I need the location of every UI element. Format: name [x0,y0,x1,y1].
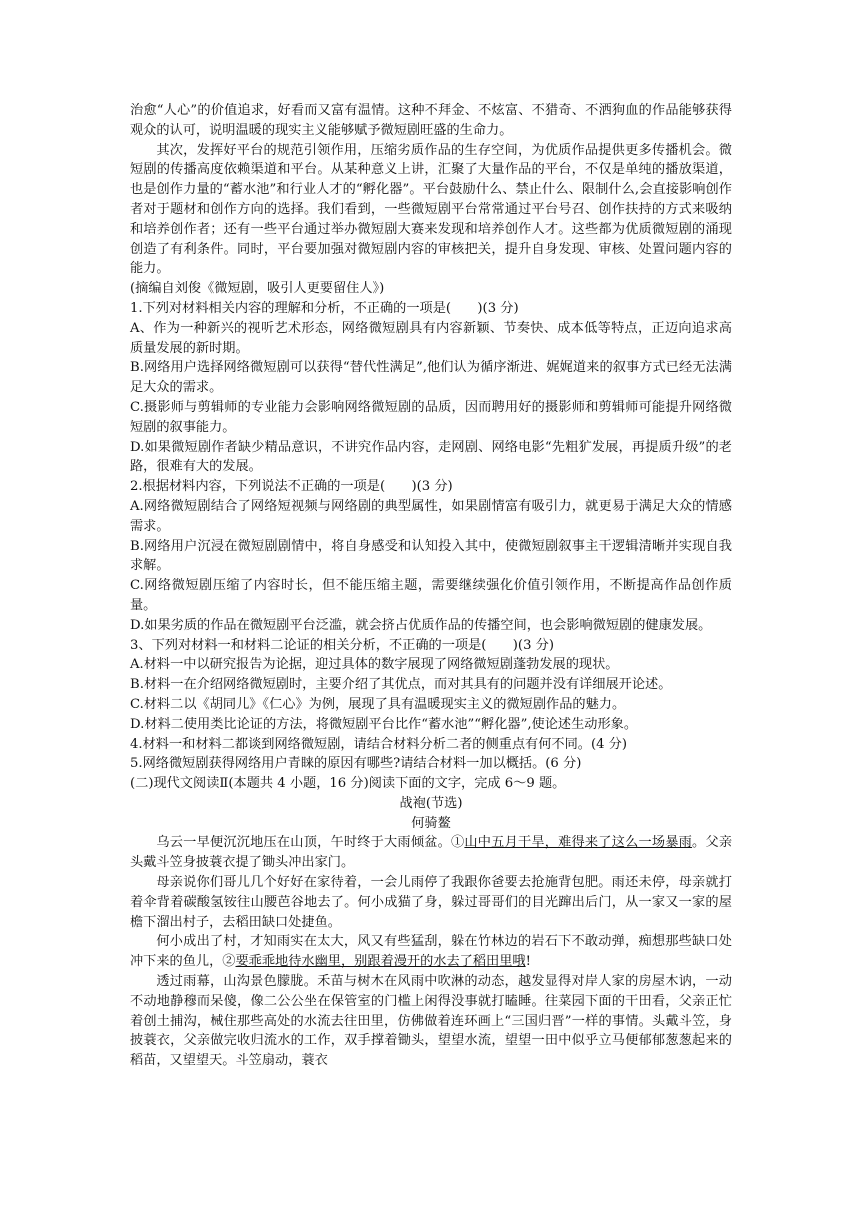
story-paragraph-1 [130,833,732,873]
underlined-sentence-1: 山中五月干旱，难得来了这么一场暴雨 [464,835,693,851]
story-text: 乌云一早便沉沉地压在山顶，午时终于大雨倾盆。① [156,835,465,851]
story-paragraph-2: 母亲说你们哥儿几个好好在家待着，一会儿雨停了我跟你爸要去抢施背包肥。雨还未停，母亲就打着伞背着碳酸氢铵往山腰芭谷地去了。何小成猫了身，躲过哥哥们的目光蹿出后门，从一家又一家的屋檐下溜出村子，去稻田缺口处捷鱼。 [130,875,732,930]
option-c: C.摄影师与剪辑师的专业能力会影响网络微短剧的品质，因而聘用好的摄影师和剪辑师可能提升网络微短剧的叙事能力。 [130,399,732,435]
story-author: 何骑鳌 [411,815,451,831]
question-2 [130,477,732,635]
underlined-sentence-2: 要乖乖地待水幽里，别跟着漫开的水去了稻田里哦 [235,954,526,970]
story-title: 战袍(节选) [399,795,463,811]
intro-paragraph-2: 其次，发挥好平台的规范引领作用，压缩劣质作品的生存空间，为优质作品提供更多传播机会。微短剧的传播高度依赖渠道和平台。从某种意义上讲，汇聚了大量作品的平台，不仅是单纯的播放渠道，也是创作力量的“蓄水池”和行业人才的“孵化器”。平台鼓励什么、禁止什么、限制什么,会直接影响创作者对于题材和创作方向的选择。我们看到，一些微短剧平台常常通过平台号召、创作扶持的方式来吸纳和培养创作者；还有一些平台通过举办微短剧大赛来发现和培养创作人才。这些都为优质微短剧的涌现创造了有利条件。同时，平台要加强对微短剧内容的审核把关，提升自身发现、审核、处置问题内容的能力。 [130,142,732,277]
option-a: A、作为一种新兴的视听艺术形态，网络微短剧具有内容新颖、节奏快、成本低等特点，正迈向追求高质量发展的新时期。 [130,320,732,356]
option-a: A.网络微短剧结合了网络短视频与网络剧的典型属性，如果剧情富有吸引力，就更易于满足大众的情感需求。 [130,498,732,534]
option-c: C.材料二以《胡同儿》《仁心》为例，展现了具有温暖现实主义的微短剧作品的魅力。 [130,696,626,712]
option-b: B.网络用户沉浸在微短剧剧情中，将自身感受和认知投入其中，使微短剧叙事主干逻辑清晰并实现自我求解。 [130,538,732,574]
option-b: B.网络用户选择网络微短剧可以获得“替代性满足”,他们认为循序渐进、娓娓道来的叙事方式已经无法满足大众的需求。 [130,360,732,396]
section-heading: (二)现代文阅读Ⅱ(本题共 4 小题，16 分)阅读下面的文字，完成 6～9 题。 [130,776,566,792]
question-3 [130,636,732,735]
question-stem: 1.下列对材料相关内容的理解和分析，不正确的一项是( )(3 分) [130,300,519,316]
story-text: 何小成出了村，才知雨实在太大，风又有些猛刮，躲在竹林边的岩石下不敢动弹，痴想那些缺口处冲下来的鱼儿，② [130,934,732,970]
question-1 [130,299,732,477]
option-d: D.材料二使用类比论证的方法，将微短剧平台比作“蓄水池”“孵化器”,使论述生动形象。 [130,716,638,732]
story-paragraph-3 [130,932,732,972]
question-5: 5.网络微短剧获得网络用户青睐的原因有哪些?请结合材料一加以概括。(6 分) [130,756,582,772]
option-b: B.材料一在介绍网络微短剧时，主要介绍了其优点，而对其具有的问题并没有详细展开论述。 [130,677,672,693]
question-stem: 3、下列对材料一和材料二论证的相关分析，不正确的一项是( )(3 分) [130,637,554,653]
option-d: D.如果劣质的作品在微短剧平台泛滥，就会挤占优质作品的传播空间，也会影响微短剧的健康发展。 [130,617,712,633]
question-4: 4.材料一和材料二都谈到网络微短剧，请结合材料分析二者的侧重点有何不同。(4 分) [130,736,628,752]
story-text: ! [525,954,531,970]
question-stem: 2.根据材料内容，下列说法不正确的一项是( )(3 分) [130,479,453,495]
option-d: D.如果微短剧作者缺少精品意识，不讲究作品内容，走网剧、网络电影“先粗犷发展，再提质升级”的老路，很难有大的发展。 [130,439,732,475]
option-a: A.材料一中以研究报告为论据，迎过具体的数字展现了网络微短剧蓬勃发展的现状。 [130,657,619,673]
story-paragraph-4: 透过雨幕，山沟景色朦胧。禾苗与树木在风雨中吹淋的动态，越发显得对岸人家的房屋木讷，一动不动地静穆而呆傻，像二公公坐在保管室的门槛上闲得没事就打瞌睡。往菜园下面的干田看，父亲正忙着创土捕沟，械住那些高处的水流去往田里，仿佛做着连环画上“三国归晋”一样的事情。头戴斗笠，身披蓑衣，父亲做完收归流水的工作，双手撑着锄头，望望水流，望望一田中似乎立马便郁郁葱葱起来的稻苗，又望望天。斗笠扇动，蓑衣 [130,974,732,1069]
story-text: 。父亲头戴斗笠身披蓑衣提了锄头冲出家门。 [130,835,733,871]
option-c: C.网络微短剧压缩了内容时长，但不能压缩主题，需要继续强化价值引领作用，不断提高作品创作质量。 [130,578,732,613]
source-citation: (摘编自刘俊《微短剧，吸引人更要留住人》) [130,281,385,297]
document-page [130,101,732,1071]
intro-paragraph-1: 治愈“人心”的价值追求，好看而又富有温情。这种不拜金、不炫富、不猎奇、不洒狗血的作品能够获得观众的认可，说明温暖的现实主义能够赋予微短剧旺盛的生命力。 [130,103,732,138]
